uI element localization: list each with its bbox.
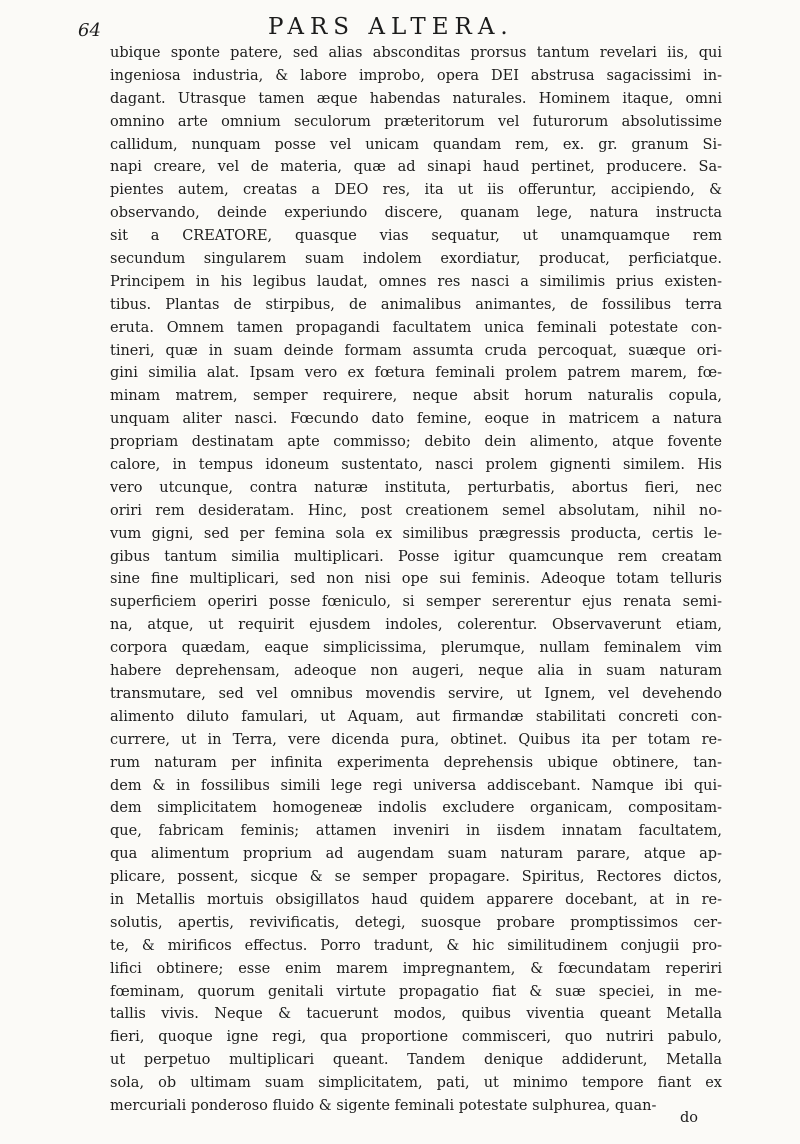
text-line: sola, ob ultimam suam simplicitatem, pati, ut minimo tempore fiant ex: [110, 1075, 722, 1092]
text-line: ubique sponte patere, sed alias absconditas prorsus tantum revelari iis, qui: [110, 45, 722, 61]
text-line: que, fabricam feminis; attamen inveniri in iisdem innatam facultatem,: [110, 823, 722, 840]
text-line: unquam aliter nasci. Fœcundo dato femine, eoque in matricem a natura: [110, 411, 722, 428]
text-line: oriri rem desideratam. Hinc, post creationem semel absolutam, nihil no-: [110, 502, 722, 519]
text-line: observando, deinde experiundo discere, quanam lege, natura instructa: [110, 205, 722, 222]
text-line: tallis vivis. Neque & tacuerunt modos, quibus viventia queant Metalla: [110, 1006, 722, 1023]
running-head: [78, 10, 718, 44]
text-line: fieri, quoque igne regi, qua proportione commisceri, quo nutriri pabulo,: [110, 1029, 722, 1046]
text-line: tineri, quæ in suam deinde formam assumta cruda percoquat, suæque ori-: [110, 342, 722, 359]
text-line: alimento diluto famulari, ut Aquam, aut firmandæ stabilitati concreti con-: [110, 708, 722, 725]
text-line: te, & mirificos effectus. Porro tradunt, & hic similitudinem conjugii pro-: [110, 937, 722, 954]
text-line: tibus. Plantas de stirpibus, de animalibus animantes, de fossilibus terra: [110, 296, 722, 313]
text-line: sit a CREATORE, quasque vias sequatur, ut unamquamque rem: [110, 228, 722, 245]
page-number: 64: [78, 20, 101, 41]
body-text: [110, 42, 722, 1118]
text-line: calore, in tempus idoneum sustentato, nasci prolem gignenti similem. His: [110, 457, 722, 474]
text-line: plicare, possent, sicque & se semper propagare. Spiritus, Rectores dictos,: [110, 869, 722, 886]
text-line: qua alimentum proprium ad augendam suam naturam parare, atque ap-: [110, 846, 722, 863]
text-line: ut perpetuo multiplicari queant. Tandem denique addiderunt, Metalla: [110, 1052, 722, 1069]
text-line: callidum, nunquam posse vel unicam quandam rem, ex. gr. granum Si-: [110, 136, 722, 153]
text-line: dem & in fossilibus simili lege regi universa addiscebant. Namque ibi qui-: [110, 777, 722, 794]
text-line: solutis, apertis, revivificatis, detegi, suosque probare promptissimos cer-: [110, 914, 722, 931]
text-line: mercuriali ponderoso fluido & sigente feminali potestate sulphurea, quan-: [110, 1097, 657, 1114]
text-line: corpora quædam, eaque simplicissima, plerumque, nullam feminalem vim: [110, 640, 722, 657]
text-line: lifici obtinere; esse enim marem impregnantem, & fœcundatam reperiri: [110, 960, 722, 977]
running-title: PARS ALTERA.: [268, 14, 514, 40]
text-line: eruta. Omnem tamen propagandi facultatem unica feminali potestate con-: [110, 319, 722, 336]
text-line: gibus tantum similia multiplicari. Posse igitur quamcunque rem creatam: [110, 548, 722, 565]
text-line: omnino arte omnium seculorum præteritorum vel futurorum absolutissime: [110, 113, 722, 130]
text-line: dem simplicitatem homogeneæ indolis excludere organicam, compositam-: [110, 800, 722, 817]
text-line: habere deprehensam, adeoque non augeri, neque alia in suam naturam: [110, 663, 722, 680]
text-line: gini similia alat. Ipsam vero ex fœtura feminali prolem patrem marem, fœ-: [110, 365, 722, 382]
text-line: na, atque, ut requirit ejusdem indoles, colerentur. Observaverunt etiam,: [110, 617, 722, 634]
text-line: napi creare, vel de materia, quæ ad sinapi haud pertinet, producere. Sa-: [110, 159, 722, 176]
text-line: fœminam, quorum genitali virtute propagatio fiat & suæ speciei, in me-: [110, 983, 722, 1000]
text-line: transmutare, sed vel omnibus movendis servire, ut Ignem, vel devehendo: [110, 685, 722, 702]
text-line: pientes autem, creatas a DEO res, ita ut iis offeruntur, accipiendo, &: [110, 182, 722, 199]
text-line: sine fine multiplicari, sed non nisi ope sui feminis. Adeoque totam telluris: [110, 571, 722, 588]
text-line: propriam destinatam apte commisso; debito dein alimento, atque fovente: [110, 434, 722, 451]
text-line: secundum singularem suam indolem exordiatur, producat, perficiatque.: [110, 251, 722, 268]
text-line: dagant. Utrasque tamen æque habendas naturales. Hominem itaque, omni: [110, 90, 722, 107]
text-line: ingeniosa industria, & labore improbo, opera DEI abstrusa sagacissimi in-: [110, 67, 722, 84]
text-line: minam matrem, semper requirere, neque absit horum naturalis copula,: [110, 388, 722, 405]
text-line: in Metallis mortuis obsigillatos haud quidem apparere docebant, at in re-: [110, 891, 722, 908]
text-line: currere, ut in Terra, vere dicenda pura, obtinet. Quibus ita per totam re-: [110, 731, 722, 748]
text-line: rum naturam per infinita experimenta deprehensis ubique obtinere, tan-: [110, 754, 722, 771]
text-line: vum gigni, sed per femina sola ex similibus prægressis producta, certis le-: [110, 525, 722, 542]
catchword: do: [680, 1110, 699, 1126]
text-line: superficiem operiri posse fœniculo, si semper sererentur ejus renata semi-: [110, 594, 722, 611]
text-line: Principem in his legibus laudat, omnes res nasci a similimis prius existen-: [110, 273, 722, 290]
text-line: vero utcunque, contra naturæ instituta, perturbatis, abortus fieri, nec: [110, 479, 722, 496]
